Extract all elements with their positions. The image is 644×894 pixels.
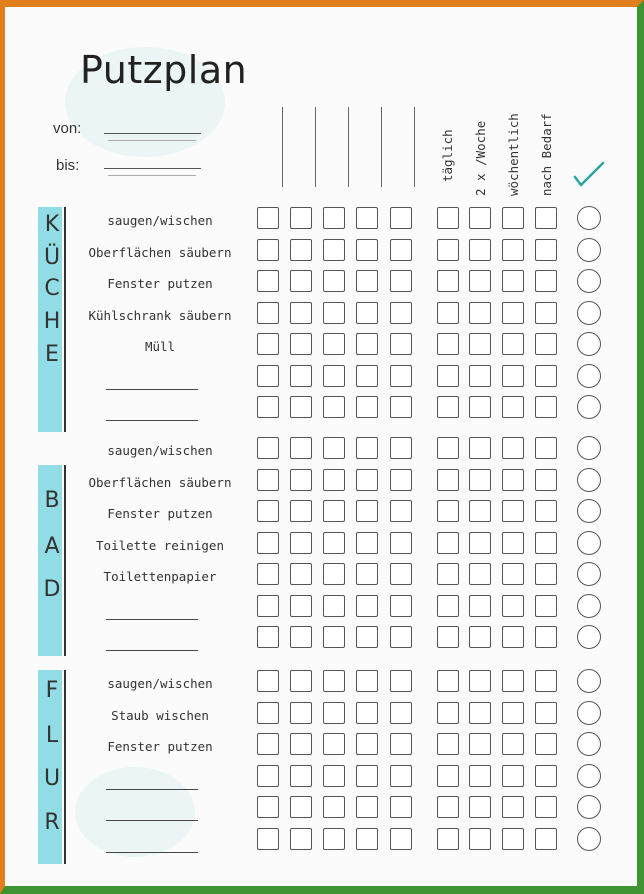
blank-task-line[interactable] [106,650,198,651]
task-checkbox[interactable] [502,765,524,787]
done-circle[interactable] [577,827,601,851]
task-checkbox[interactable] [469,270,491,292]
done-circle[interactable] [577,795,601,819]
task-label: Kühlschrank säubern [88,307,232,323]
section-divider [64,465,66,656]
task-checkbox[interactable] [437,302,459,324]
task-checkbox[interactable] [437,702,459,724]
task-checkbox[interactable] [437,396,459,418]
task-checkbox[interactable] [356,207,378,229]
blank-task-line[interactable] [106,852,198,853]
blank-task-line[interactable] [106,619,198,620]
task-checkbox[interactable] [356,500,378,522]
task-checkbox[interactable] [390,532,412,554]
task-checkbox[interactable] [257,270,279,292]
task-checkbox[interactable] [356,437,378,459]
task-checkbox[interactable] [323,532,345,554]
task-checkbox[interactable] [290,796,312,818]
task-checkbox[interactable] [257,365,279,387]
task-checkbox[interactable] [257,563,279,585]
task-checkbox[interactable] [257,733,279,755]
task-checkbox[interactable] [323,500,345,522]
task-checkbox[interactable] [356,595,378,617]
task-checkbox[interactable] [469,207,491,229]
task-checkbox[interactable] [323,396,345,418]
task-checkbox[interactable] [323,207,345,229]
task-checkbox[interactable] [257,500,279,522]
done-circle[interactable] [577,732,601,756]
header-weekly: wöchentlich [506,113,521,196]
task-checkbox[interactable] [323,333,345,355]
task-checkbox[interactable] [502,702,524,724]
section-letter: U [43,766,61,791]
task-checkbox[interactable] [437,437,459,459]
task-checkbox[interactable] [257,469,279,491]
task-checkbox[interactable] [323,702,345,724]
task-checkbox[interactable] [390,702,412,724]
task-label: Fenster putzen [107,506,213,521]
until-field[interactable] [104,168,201,169]
task-checkbox[interactable] [502,626,524,648]
section-letter: L [45,723,59,748]
blank-task-line[interactable] [106,789,198,790]
task-checkbox[interactable] [535,396,557,418]
task-checkbox[interactable] [469,302,491,324]
section-letter: A [44,534,60,559]
task-checkbox[interactable] [469,437,491,459]
task-checkbox[interactable] [469,828,491,850]
section-letter: H [43,309,61,334]
section-letter: K [44,212,60,237]
task-checkbox[interactable] [290,563,312,585]
checkmark-icon [572,160,606,190]
task-checkbox[interactable] [290,733,312,755]
task-checkbox[interactable] [502,365,524,387]
task-checkbox[interactable] [323,302,345,324]
task-checkbox[interactable] [535,500,557,522]
task-checkbox[interactable] [257,396,279,418]
task-checkbox[interactable] [437,270,459,292]
task-checkbox[interactable] [502,828,524,850]
task-checkbox[interactable] [437,828,459,850]
task-checkbox[interactable] [290,626,312,648]
task-checkbox[interactable] [469,595,491,617]
task-checkbox[interactable] [469,670,491,692]
task-checkbox[interactable] [469,796,491,818]
task-checkbox[interactable] [290,396,312,418]
task-label: Fenster putzen [107,739,213,754]
task-checkbox[interactable] [356,239,378,261]
task-checkbox[interactable] [390,207,412,229]
task-checkbox[interactable] [323,796,345,818]
task-label: Oberflächen säubern [88,474,232,490]
task-checkbox[interactable] [257,796,279,818]
section-letter: F [45,678,59,703]
task-checkbox[interactable] [469,702,491,724]
page-title: Putzplan [80,48,248,92]
task-checkbox[interactable] [323,828,345,850]
task-checkbox[interactable] [469,469,491,491]
task-checkbox[interactable] [257,765,279,787]
task-checkbox[interactable] [257,333,279,355]
task-checkbox[interactable] [502,469,524,491]
from-label: von: [53,120,82,137]
blank-task-line[interactable] [106,420,198,421]
task-checkbox[interactable] [469,733,491,755]
task-checkbox[interactable] [535,563,557,585]
task-checkbox[interactable] [437,733,459,755]
until-label: bis: [56,157,80,174]
task-checkbox[interactable] [390,563,412,585]
task-label: saugen/wischen [107,443,213,458]
done-circle[interactable] [577,269,601,293]
task-checkbox[interactable] [323,270,345,292]
done-circle[interactable] [577,332,601,356]
task-checkbox[interactable] [535,365,557,387]
task-checkbox[interactable] [323,733,345,755]
task-label: saugen/wischen [107,213,213,228]
task-checkbox[interactable] [437,626,459,648]
task-checkbox[interactable] [535,207,557,229]
section-letter: D [43,577,61,602]
task-checkbox[interactable] [257,207,279,229]
task-checkbox[interactable] [390,595,412,617]
done-circle[interactable] [577,206,601,230]
task-checkbox[interactable] [323,437,345,459]
done-circle[interactable] [577,625,601,649]
task-checkbox[interactable] [469,365,491,387]
task-checkbox[interactable] [290,500,312,522]
done-circle[interactable] [577,764,601,788]
task-checkbox[interactable] [390,796,412,818]
task-checkbox[interactable] [290,302,312,324]
task-checkbox[interactable] [390,302,412,324]
task-label: Staub wischen [111,707,209,723]
task-checkbox[interactable] [502,437,524,459]
task-checkbox[interactable] [502,563,524,585]
task-checkbox[interactable] [290,207,312,229]
task-checkbox[interactable] [290,532,312,554]
done-circle[interactable] [577,669,601,693]
date-column-line [282,107,283,187]
task-checkbox[interactable] [356,796,378,818]
task-checkbox[interactable] [502,302,524,324]
task-checkbox[interactable] [390,765,412,787]
task-checkbox[interactable] [535,469,557,491]
task-checkbox[interactable] [437,532,459,554]
task-checkbox[interactable] [469,396,491,418]
task-checkbox[interactable] [535,626,557,648]
task-checkbox[interactable] [257,595,279,617]
task-checkbox[interactable] [535,670,557,692]
section-letter: E [45,342,59,367]
task-checkbox[interactable] [502,532,524,554]
task-label: Fenster putzen [107,276,213,291]
task-checkbox[interactable] [469,626,491,648]
task-checkbox[interactable] [390,828,412,850]
task-checkbox[interactable] [535,733,557,755]
section-letter: B [44,488,60,513]
task-checkbox[interactable] [535,765,557,787]
task-label: Oberflächen säubern [88,244,232,260]
task-checkbox[interactable] [437,469,459,491]
task-checkbox[interactable] [323,563,345,585]
task-checkbox[interactable] [535,239,557,261]
done-circle[interactable] [577,301,601,325]
task-checkbox[interactable] [437,500,459,522]
task-checkbox[interactable] [437,670,459,692]
task-checkbox[interactable] [290,670,312,692]
task-checkbox[interactable] [535,532,557,554]
date-column-line [381,107,382,187]
task-label: Müll [144,339,176,354]
task-checkbox[interactable] [356,302,378,324]
task-checkbox[interactable] [502,333,524,355]
task-checkbox[interactable] [469,500,491,522]
section-letter: C [44,276,60,301]
watercolor-splash [75,767,195,857]
task-checkbox[interactable] [390,500,412,522]
task-checkbox[interactable] [257,702,279,724]
date-column-line [414,107,415,187]
header-as-needed: nach Bedarf [539,113,554,196]
task-checkbox[interactable] [390,365,412,387]
task-checkbox[interactable] [290,469,312,491]
task-checkbox[interactable] [535,828,557,850]
done-circle[interactable] [577,499,601,523]
done-circle[interactable] [577,701,601,725]
task-checkbox[interactable] [437,765,459,787]
task-checkbox[interactable] [257,437,279,459]
section-letter: Ü [43,245,61,270]
task-checkbox[interactable] [502,239,524,261]
date-column-line [348,107,349,187]
task-checkbox[interactable] [390,733,412,755]
task-checkbox[interactable] [323,365,345,387]
task-checkbox[interactable] [356,563,378,585]
task-checkbox[interactable] [290,365,312,387]
task-checkbox[interactable] [390,270,412,292]
task-checkbox[interactable] [323,239,345,261]
section-letter: R [44,810,60,835]
task-checkbox[interactable] [502,670,524,692]
task-checkbox[interactable] [356,396,378,418]
task-checkbox[interactable] [502,500,524,522]
task-checkbox[interactable] [502,396,524,418]
task-checkbox[interactable] [535,302,557,324]
blank-task-line[interactable] [106,820,198,821]
task-checkbox[interactable] [390,670,412,692]
task-checkbox[interactable] [502,733,524,755]
from-field[interactable] [104,133,201,134]
section-divider [64,207,66,432]
task-checkbox[interactable] [356,333,378,355]
task-checkbox[interactable] [390,333,412,355]
header-daily: täglich [440,129,455,182]
task-checkbox[interactable] [257,828,279,850]
done-circle[interactable] [577,531,601,555]
task-checkbox[interactable] [323,765,345,787]
task-checkbox[interactable] [290,702,312,724]
task-checkbox[interactable] [437,595,459,617]
task-checkbox[interactable] [469,532,491,554]
task-checkbox[interactable] [257,626,279,648]
task-checkbox[interactable] [437,365,459,387]
task-checkbox[interactable] [323,670,345,692]
task-checkbox[interactable] [535,437,557,459]
task-checkbox[interactable] [290,437,312,459]
task-checkbox[interactable] [257,670,279,692]
task-checkbox[interactable] [356,670,378,692]
task-checkbox[interactable] [502,207,524,229]
section-divider [64,670,66,864]
task-checkbox[interactable] [257,239,279,261]
task-label: saugen/wischen [107,676,213,691]
task-checkbox[interactable] [390,469,412,491]
task-checkbox[interactable] [257,302,279,324]
task-checkbox[interactable] [502,270,524,292]
task-checkbox[interactable] [356,765,378,787]
done-circle[interactable] [577,468,601,492]
task-checkbox[interactable] [390,437,412,459]
task-checkbox[interactable] [356,626,378,648]
task-checkbox[interactable] [290,765,312,787]
task-checkbox[interactable] [356,532,378,554]
done-circle[interactable] [577,436,601,460]
done-circle[interactable] [577,395,601,419]
task-checkbox[interactable] [290,333,312,355]
task-label: Toilette reinigen [96,537,224,553]
task-checkbox[interactable] [390,626,412,648]
task-checkbox[interactable] [290,828,312,850]
task-checkbox[interactable] [437,796,459,818]
task-checkbox[interactable] [535,595,557,617]
task-checkbox[interactable] [290,595,312,617]
task-checkbox[interactable] [356,469,378,491]
task-checkbox[interactable] [469,563,491,585]
header-twice-weekly: 2 x /Woche [473,120,488,196]
task-checkbox[interactable] [535,270,557,292]
done-circle[interactable] [577,562,601,586]
task-checkbox[interactable] [290,270,312,292]
task-checkbox[interactable] [469,333,491,355]
task-checkbox[interactable] [502,595,524,617]
task-checkbox[interactable] [390,396,412,418]
task-checkbox[interactable] [290,239,312,261]
task-checkbox[interactable] [469,239,491,261]
task-checkbox[interactable] [437,239,459,261]
task-checkbox[interactable] [356,733,378,755]
task-checkbox[interactable] [356,365,378,387]
date-column-line [315,107,316,187]
task-label: Toilettenpapier [103,569,217,584]
done-circle[interactable] [577,364,601,388]
task-checkbox[interactable] [535,702,557,724]
done-circle[interactable] [577,238,601,262]
task-checkbox[interactable] [469,765,491,787]
task-checkbox[interactable] [535,333,557,355]
task-checkbox[interactable] [323,595,345,617]
task-checkbox[interactable] [437,563,459,585]
task-checkbox[interactable] [323,626,345,648]
task-checkbox[interactable] [535,796,557,818]
task-checkbox[interactable] [356,702,378,724]
done-circle[interactable] [577,594,601,618]
task-checkbox[interactable] [356,270,378,292]
blank-task-line[interactable] [106,389,198,390]
task-checkbox[interactable] [437,207,459,229]
task-checkbox[interactable] [323,469,345,491]
task-checkbox[interactable] [257,532,279,554]
task-checkbox[interactable] [390,239,412,261]
task-checkbox[interactable] [502,796,524,818]
task-checkbox[interactable] [437,333,459,355]
task-checkbox[interactable] [356,828,378,850]
